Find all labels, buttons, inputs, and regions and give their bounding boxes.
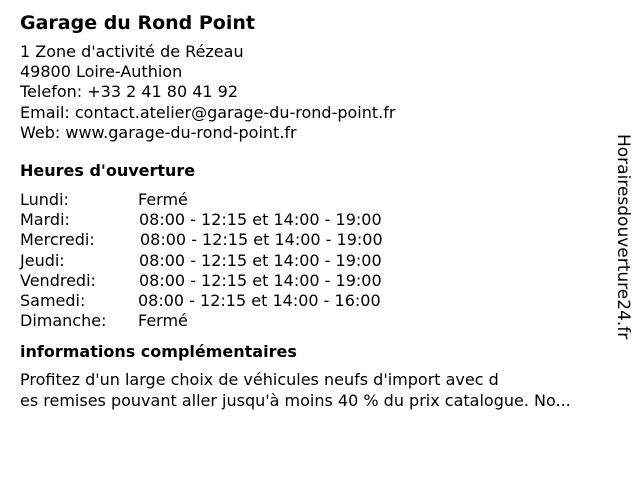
hours-row-wednesday [20,230,620,250]
day-hours: 08:00 - 12:15 et 14:00 - 19:00 [139,270,382,290]
day-label: Jeudi: [20,250,65,270]
address-line-2: 49800 Loire-Authion [20,62,183,82]
phone-number: Telefon: +33 2 41 80 41 92 [20,82,239,102]
day-hours: Fermé [138,311,188,331]
hours-row-sunday [20,311,620,331]
day-label: Samedi: [20,290,86,310]
day-label: Mardi: [20,210,70,230]
day-label: Lundi: [20,190,69,210]
day-hours: 08:00 - 12:15 et 14:00 - 19:00 [140,230,383,250]
additional-info-line-2: es remises pouvant aller jusqu'à moins 40 % du prix catalogue. No... [20,390,571,410]
site-watermark: Horairesdouverture24.fr [613,134,633,340]
hours-row-monday [20,190,620,210]
business-name: Garage du Rond Point [20,12,255,34]
day-hours: Fermé [138,190,188,210]
opening-hours-heading: Heures d'ouverture [20,161,196,181]
day-hours: 08:00 - 12:15 et 14:00 - 16:00 [138,290,381,310]
day-hours: 08:00 - 12:15 et 14:00 - 19:00 [139,210,382,230]
opening-hours-list [20,190,620,331]
hours-row-thursday [20,251,620,271]
day-label: Vendredi: [20,270,96,290]
garage-info-card [20,10,620,411]
hours-row-tuesday [20,210,620,230]
additional-info-line-1: Profitez d'un large choix de véhicules neufs d'import avec d [20,370,499,390]
hours-row-saturday [20,291,620,311]
additional-info-heading: informations complémentaires [20,342,297,362]
day-label: Dimanche: [20,311,107,331]
email-address: Email: contact.atelier@garage-du-rond-point.fr [20,102,396,122]
day-label: Mercredi: [20,230,95,250]
address-line-1: 1 Zone d'activité de Rézeau [20,42,244,61]
website: Web: www.garage-du-rond-point.fr [20,122,297,142]
hours-row-friday [20,271,620,291]
day-hours: 08:00 - 12:15 et 14:00 - 19:00 [139,250,382,270]
